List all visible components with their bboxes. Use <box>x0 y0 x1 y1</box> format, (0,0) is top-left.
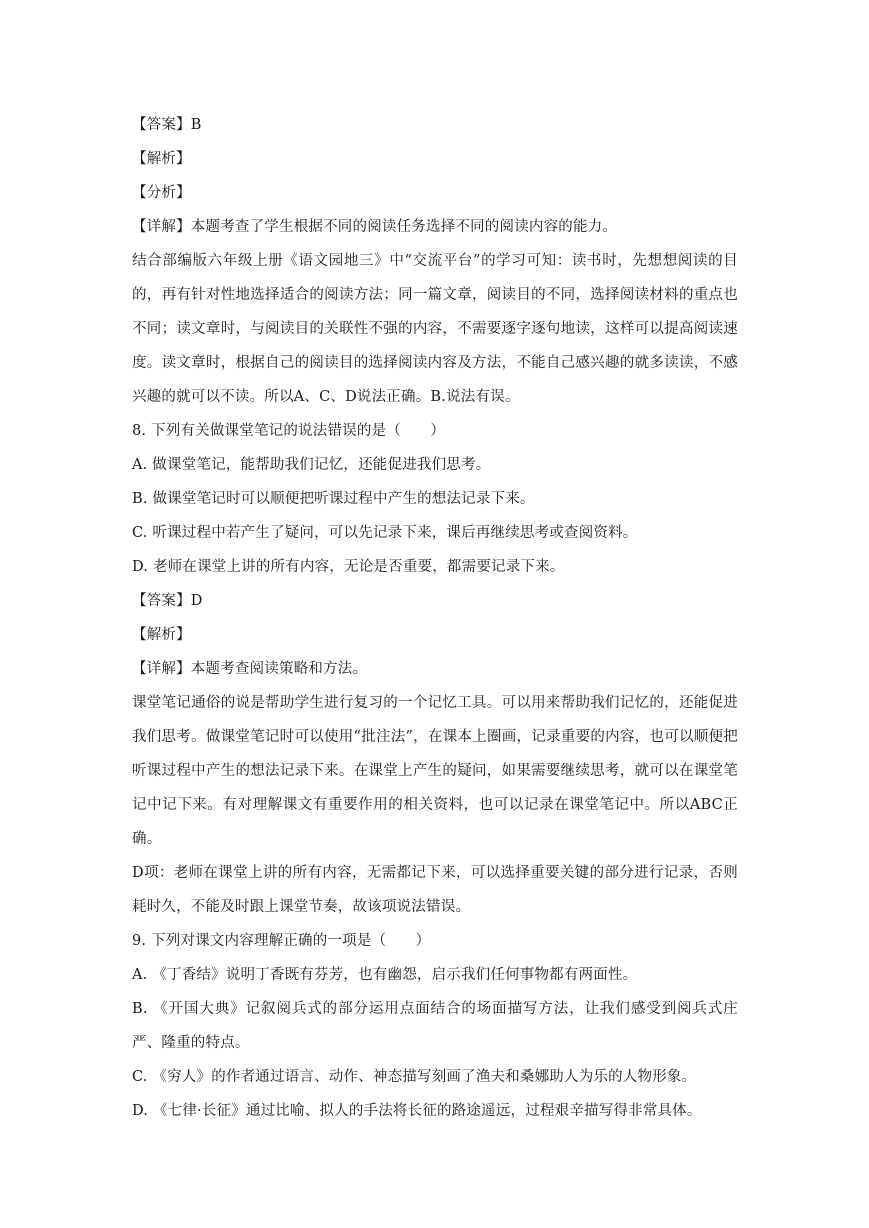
q9-option-a: A. 《丁香结》说明丁香既有芬芳，也有幽怨，启示我们任何事物都有两面性。 <box>132 967 638 983</box>
q8-option-a: A. 做课堂笔记，能帮助我们记忆，还能促进我们思考。 <box>132 457 491 473</box>
q8-explanation: 课堂笔记通俗的说是帮助学生进行复习的一个记忆工具。可以用来帮助我们记忆的，还能促进我们思考。做课堂笔记时可以使用“批注法”，在课本上圈画，记录重要的内容，也可以顺便把听课过程中产生的想法记录下来。在课堂上产生的疑问，如果需要继续思考，就可以在课堂笔记中记下来。有对理解课文有重要作用的相关资料，也可以记录在课堂笔记中。所以ABC正确。 <box>132 695 738 847</box>
q8-explanation-d: D项：老师在课堂上讲的所有内容，无需都记下来，可以选择重要关键的部分进行记录，否则耗时久，不能及时跟上课堂节奏，故该项说法错误。 <box>132 865 738 915</box>
q7-fenxi-label: 【分析】 <box>132 185 191 201</box>
q8-option-c: C. 听课过程中若产生了疑问，可以先记录下来，课后再继续思考或查阅资料。 <box>132 525 638 541</box>
document-content <box>132 108 738 1128</box>
q8-option-b: B. 做课堂笔记时可以顺便把听课过程中产生的想法记录下来。 <box>132 491 535 507</box>
q8-analysis-label: 【解析】 <box>132 627 191 643</box>
q9-question: 9. 下列对课文内容理解正确的一项是（ ） <box>132 933 431 949</box>
q7-explanation: 结合部编版六年级上册《语文园地三》中“交流平台”的学习可知：读书时，先想想阅读的目的，再有针对性地选择适合的阅读方法；同一篇文章，阅读目的不同，选择阅读材料的重点也不同；读文章时，与阅读目的关联性不强的内容，不需要逐字逐句地读，这样可以提高阅读速度。读文章时，根据自己的阅读目的选择阅读内容及方法，不能自己感兴趣的就多读读，不感兴趣的就可以不读。所以A、C、D说法正确。B.说法有误。 <box>132 253 738 405</box>
q7-detail: 【详解】本题考查了学生根据不同的阅读任务选择不同的阅读内容的能力。 <box>132 219 618 235</box>
q8-question: 8. 下列有关做课堂笔记的说法错误的是（ ） <box>132 423 446 439</box>
q7-analysis-label: 【解析】 <box>132 151 191 167</box>
q9-option-c: C. 《穷人》的作者通过语言、动作、神态描写刻画了渔夫和桑娜助人为乐的人物形象。 <box>132 1069 697 1085</box>
q8-detail: 【详解】本题考查阅读策略和方法。 <box>132 661 368 677</box>
q8-option-d: D. 老师在课堂上讲的所有内容，无论是否重要，都需要记录下来。 <box>132 559 565 575</box>
q9-option-b: B. 《开国大典》记叙阅兵式的部分运用点面结合的场面描写方法，让我们感受到阅兵式庄严、隆重的特点。 <box>132 1001 738 1051</box>
q7-answer: 【答案】B <box>132 117 202 133</box>
q9-option-d: D. 《七律·长征》通过比喻、拟人的手法将长征的路途遥远，过程艰辛描写得非常具体。 <box>132 1103 702 1119</box>
q8-answer: 【答案】D <box>132 593 203 609</box>
